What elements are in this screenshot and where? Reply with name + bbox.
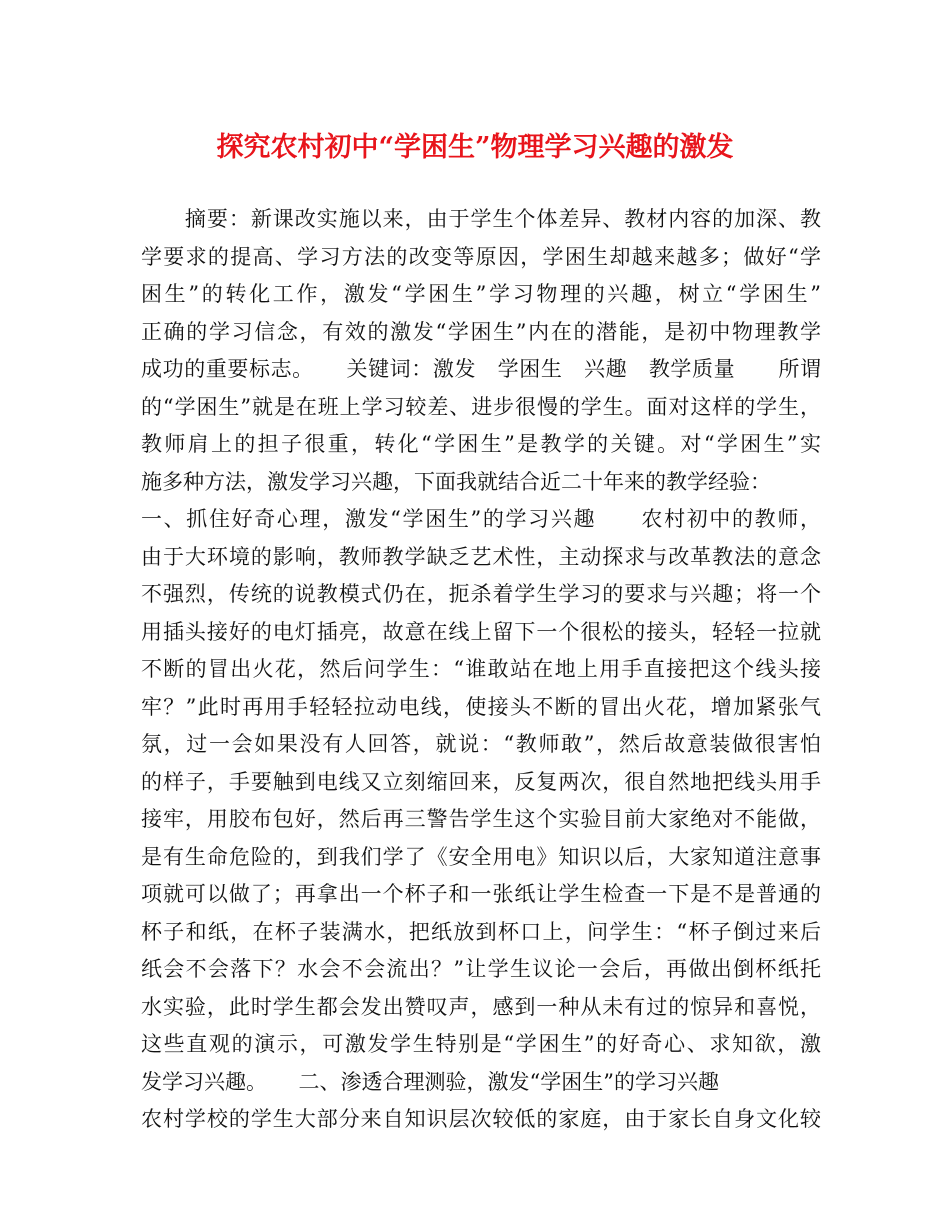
text-line: 用插头接好的电灯插亮，故意在线上留下一个很松的接头，轻轻一拉就 bbox=[141, 619, 821, 644]
text-line: 纸会不会落下？水会不会流出？”让学生议论一会后，再做出倒杯纸托 bbox=[141, 957, 821, 981]
text-line: 氛，过一会如果没有人回答，就说：“教师敢”，然后故意装做很害怕 bbox=[141, 732, 821, 756]
text-line: 水实验，此时学生都会发出赞叹声，感到一种从未有过的惊异和喜悦， bbox=[141, 994, 821, 1019]
text-line: 教师肩上的担子很重，转化“学困生”是教学的关键。对“学困生”实 bbox=[141, 432, 821, 456]
text-line: 接牢，用胶布包好，然后再三警告学生这个实验目前大家绝对不能做， bbox=[141, 807, 821, 831]
text-line: 一、抓住好奇心理，激发“学困生”的学习兴趣 农村初中的教师， bbox=[141, 507, 821, 531]
text-line: 正确的学习信念，有效的激发“学困生”内在的潜能，是初中物理教学 bbox=[141, 319, 821, 344]
text-line: 困生”的转化工作，激发“学困生”学习物理的兴趣，树立“学困生” bbox=[141, 282, 821, 306]
text-line: 的样子，手要触到电线又立刻缩回来，反复两次，很自然地把线头用手 bbox=[141, 769, 821, 794]
document-body bbox=[141, 201, 821, 1139]
text-line: 成功的重要标志。 关键词：激发 学困生 兴趣 教学质量 所谓 bbox=[141, 357, 821, 381]
document-title: 探究农村初中“学困生”物理学习兴趣的激发 bbox=[216, 132, 734, 163]
text-line: 发学习兴趣。 二、渗透合理测验，激发“学困生”的学习兴趣 bbox=[141, 1069, 719, 1094]
text-line: 项就可以做了；再拿出一个杯子和一张纸让学生检查一下是不是普通的 bbox=[141, 882, 821, 906]
text-line: 的“学困生”就是在班上学习较差、进步很慢的学生。面对这样的学生， bbox=[141, 394, 821, 419]
text-line: 杯子和纸，在杯子装满水，把纸放到杯口上，问学生：“杯子倒过来后 bbox=[141, 919, 821, 944]
text-line: 农村学校的学生大部分来自知识层次较低的家庭，由于家长自身文化较 bbox=[141, 1107, 821, 1131]
text-line: 由于大环境的影响，教师教学缺乏艺术性，主动探求与改革教法的意念 bbox=[141, 544, 821, 569]
text-line: 不断的冒出火花，然后问学生：“谁敢站在地上用手直接把这个线头接 bbox=[141, 657, 821, 681]
text-line: 牢？”此时再用手轻轻拉动电线，使接头不断的冒出火花，增加紧张气 bbox=[141, 694, 821, 719]
text-line: 摘要：新课改实施以来，由于学生个体差异、教材内容的加深、教 bbox=[141, 207, 821, 231]
text-line: 这些直观的演示，可激发学生特别是“学困生”的好奇心、求知欲，激 bbox=[141, 1032, 821, 1056]
text-line: 不强烈，传统的说教模式仍在，扼杀着学生学习的要求与兴趣；将一个 bbox=[141, 582, 821, 606]
text-line: 是有生命危险的，到我们学了《安全用电》知识以后，大家知道注意事 bbox=[141, 844, 821, 869]
text-line: 学要求的提高、学习方法的改变等原因，学困生却越来越多；做好“学 bbox=[141, 244, 821, 269]
text-line: 施多种方法，激发学习兴趣，下面我就结合近二十年来的教学经验： bbox=[141, 469, 771, 494]
